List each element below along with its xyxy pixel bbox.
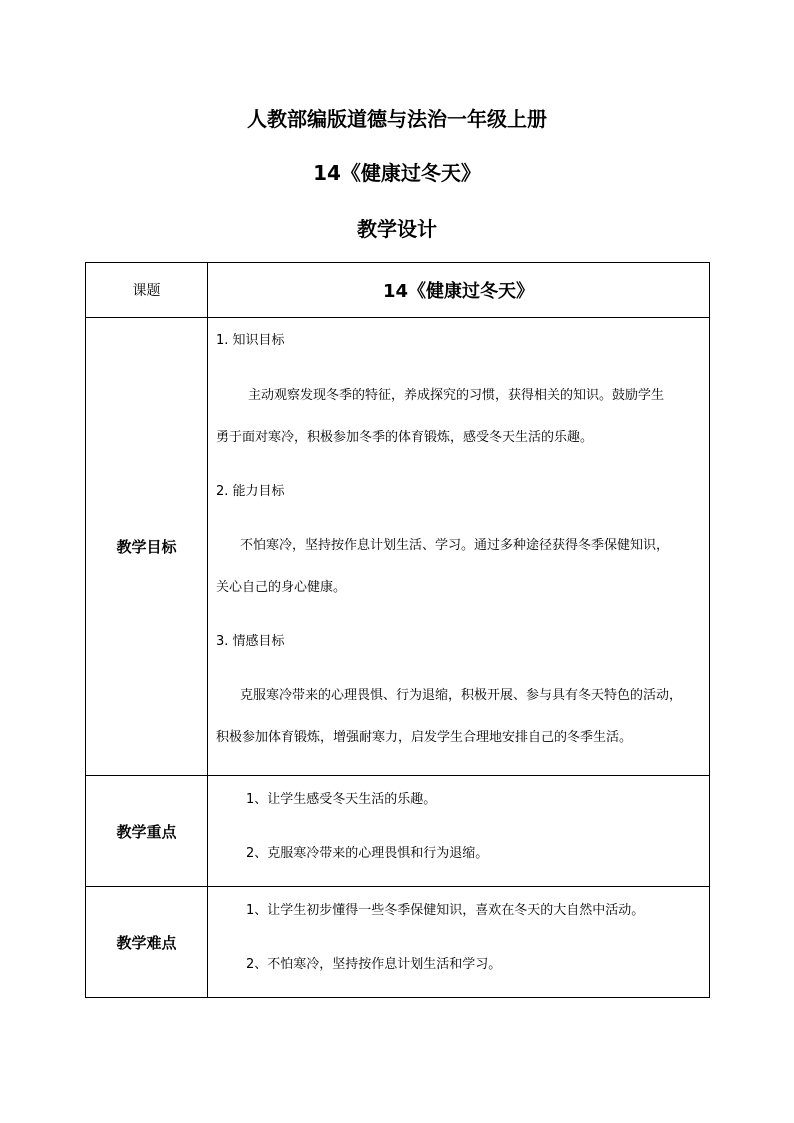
lesson-title: 14《健康过冬天》 <box>313 161 481 185</box>
goals-label: 教学目标 <box>86 318 208 776</box>
emotion-goal-line-1: 克服寒冷带来的心理畏惧、行为退缩，积极开展、参与具有冬天特色的活动， <box>240 688 683 703</box>
ability-goal-line-2: 关心自己的身心健康。 <box>216 580 347 595</box>
document-title: 人教部编版道德与法治一年级上册 <box>247 107 547 131</box>
difficulty-2: 2、不怕寒冷，坚持按作息计划生活和学习。 <box>246 957 502 972</box>
emotion-goal-heading: 3. 情感目标 <box>216 634 285 649</box>
difficulties-row <box>86 887 710 998</box>
difficulties-label: 教学难点 <box>86 887 208 998</box>
goals-content <box>208 318 710 776</box>
difficulties-content <box>208 887 710 998</box>
key-points-label: 教学重点 <box>86 776 208 887</box>
knowledge-goal-line-1: 主动观察发现冬季的特征，养成探究的习惯，获得相关的知识。鼓励学生 <box>248 388 665 403</box>
key-points-content <box>208 776 710 887</box>
topic-row <box>86 263 710 318</box>
topic-label: 课题 <box>86 263 208 318</box>
ability-goal-heading: 2. 能力目标 <box>216 484 285 499</box>
key-point-1: 1、让学生感受冬天生活的乐趣。 <box>246 792 437 807</box>
knowledge-goal-line-2: 勇于面对寒冷，积极参加冬季的体育锻炼，感受冬天生活的乐趣。 <box>216 430 594 445</box>
topic-value: 14《健康过冬天》 <box>208 263 710 318</box>
goals-row <box>86 318 710 776</box>
ability-goal-line-1: 不怕寒冷，坚持按作息计划生活、学习。通过多种途径获得冬季保健知识， <box>240 538 670 553</box>
lesson-plan-table <box>85 262 710 998</box>
document-subtitle: 教学设计 <box>357 217 437 241</box>
difficulty-1: 1、让学生初步懂得一些冬季保健知识，喜欢在冬天的大自然中活动。 <box>246 903 645 918</box>
emotion-goal-line-2: 积极参加体育锻炼，增强耐寒力，启发学生合理地安排自己的冬季生活。 <box>216 730 633 745</box>
knowledge-goal-heading: 1. 知识目标 <box>216 333 285 348</box>
key-point-2: 2、克服寒冷带来的心理畏惧和行为退缩。 <box>246 846 489 861</box>
key-points-row <box>86 776 710 887</box>
